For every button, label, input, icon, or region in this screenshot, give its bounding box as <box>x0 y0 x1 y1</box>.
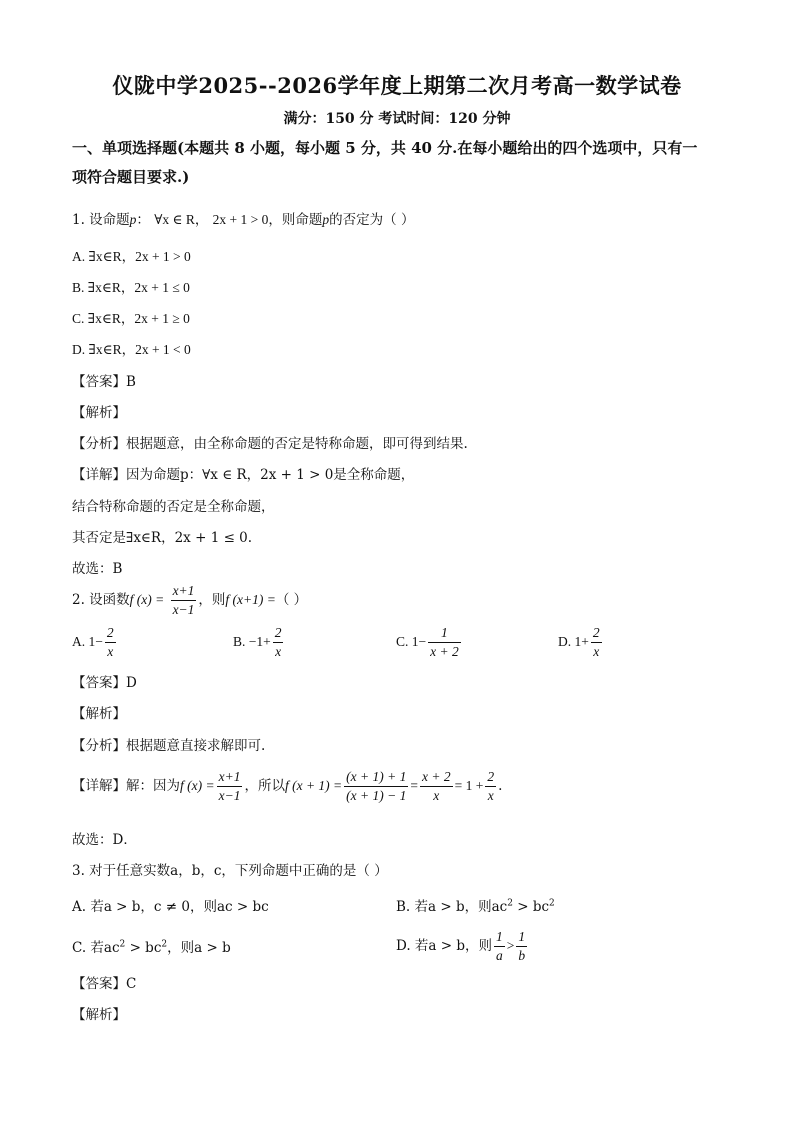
q3-answer: 【答案】C <box>72 976 137 992</box>
q2-option-d: D. 1+ $\frac{2}{x}$ <box>558 625 600 659</box>
q1-detail-2: 结合特称命题的否定是全称命题， <box>72 499 275 515</box>
exam-title: 仪陇中学2025--2026学年度上期第二次月考高一数学试卷 <box>112 73 682 98</box>
q1-answer: 【答案】B <box>72 374 136 390</box>
q2-choose: 故选：D． <box>72 832 137 848</box>
q1-fenxi: 【分析】根据题意，由全称命题的否定是特称命题，即可得到结果. <box>72 436 468 452</box>
q2-stem: 2. 设函数f (x) = $\frac{x+1}{x-1}$ ，则f (x+1) =（ ） <box>72 583 308 617</box>
q1-stem: 1. 设命题p： ∀x ∈ R， 2x + 1 > 0，则命题p的否定为（ ） <box>72 212 415 228</box>
q2-answer: 【答案】D <box>72 675 137 691</box>
q2-fenxi: 【分析】根据题意直接求解即可. <box>72 738 266 754</box>
q2-option-c: C. 1− $\frac{1}{x + 2}$ <box>396 625 459 659</box>
q1-analysis-label: 【解析】 <box>72 405 126 421</box>
q1-option-b: B. ∃x∈R，2x + 1 ≤ 0 <box>72 280 190 295</box>
q3-option-c: C. 若$ac^2 > bc^2$，则a > b <box>72 939 231 956</box>
q1-choose: 故选：B <box>72 561 123 577</box>
q3-option-a: A. 若a > b，c ≠ 0，则ac > bc <box>72 899 269 915</box>
q2-detail: 【详解】解：因为f (x) = $\frac{x+1}{x-1}$ ，所以f (x + 1) = $\frac{(x + 1) + 1}{(x + 1) - 1}$ = $\frac{x + 2}{x}$ = 1 + $\frac{2}{x}$ . <box>72 769 503 803</box>
q1-option-c: C. ∃x∈R，2x + 1 ≥ 0 <box>72 311 190 326</box>
q3-analysis-label: 【解析】 <box>72 1007 126 1023</box>
q2-analysis-label: 【解析】 <box>72 706 126 722</box>
q1-option-d: D. ∃x∈R，2x + 1 < 0 <box>72 342 191 357</box>
section-heading-line1: 一、单项选择题(本题共 8 小题，每小题 5 分，共 40 分.在每小题给出的四个选项中，只有一 <box>72 139 698 157</box>
q2-fraction: $\frac{x+1}{x-1}$ <box>172 583 195 617</box>
section-heading <box>72 134 732 192</box>
q1-detail-1: 【详解】因为命题p：∀x ∈ R，2x + 1 > 0是全称命题， <box>72 467 415 483</box>
section-heading-line2: 项符合题目要求.) <box>72 168 190 186</box>
exam-subtitle: 满分：150 分 考试时间：120 分钟 <box>283 111 511 127</box>
q1-detail-3: 其否定是∃x∈R，2x + 1 ≤ 0. <box>72 530 253 546</box>
q3-stem: 3. 对于任意实数a，b，c，下列命题中正确的是（ ） <box>72 863 388 879</box>
q3-option-d: D. 若a > b，则 $\frac{1}{a}$ > $\frac{1}{b}$ <box>396 929 526 963</box>
q2-option-b: B. −1+ $\frac{2}{x}$ <box>233 625 282 659</box>
q1-option-a: A. ∃x∈R，2x + 1 > 0 <box>72 249 191 264</box>
q3-option-b: B. 若a > b，则$ac^2 > bc^2$ <box>396 898 555 915</box>
q2-option-a: A. 1− $\frac{2}{x}$ <box>72 625 114 659</box>
